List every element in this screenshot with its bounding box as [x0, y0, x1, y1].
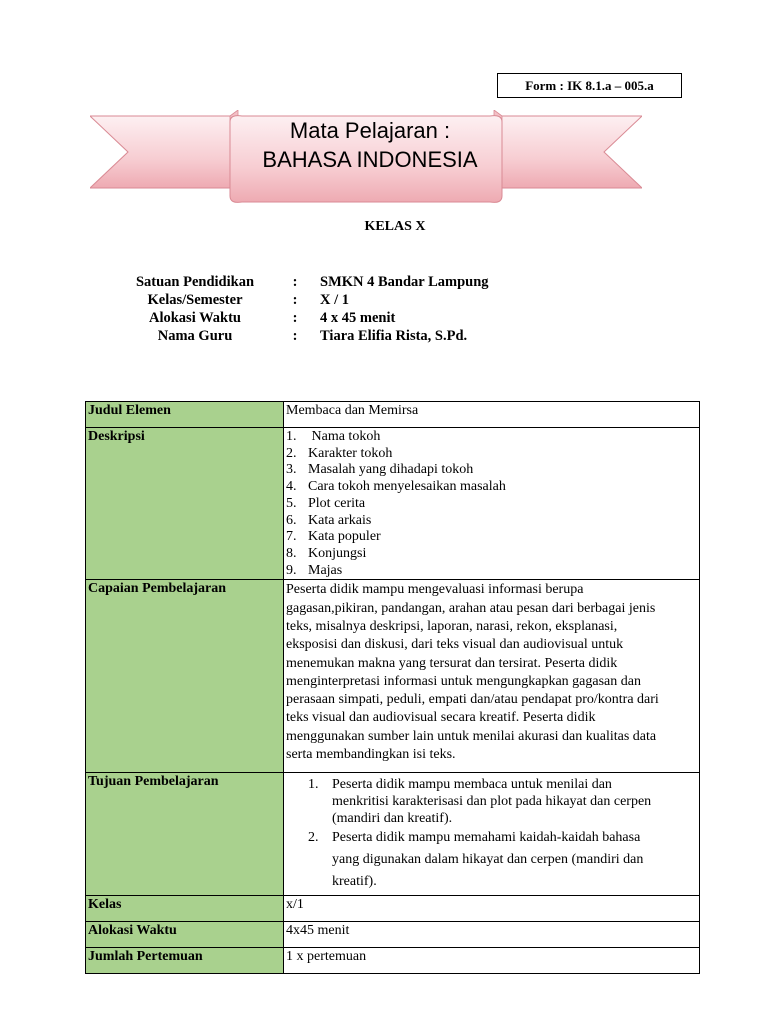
list-item: 3. Masalah yang dihadapi tokoh: [286, 462, 474, 478]
row-judul-elemen: [86, 402, 700, 428]
capaian-line: eksposisi dan diskusi, dari teks visual dan audiovisual untuk: [286, 637, 624, 653]
info-label: Nama Guru: [157, 328, 233, 344]
row-tujuan: [86, 773, 700, 896]
info-row: [120, 273, 489, 291]
list-item: 1. Peserta didik mampu membaca untuk menilai dan menkritisi karakterisasi dan plot pada hikayat dan cerpen (mandiri dan kreatif).: [308, 777, 652, 827]
capaian-line: teks visual dan audiovisual secara kreatif. Peserta didik: [286, 710, 596, 726]
jumlah-value: 1 x pertemuan: [284, 948, 700, 974]
info-separator: :: [292, 274, 298, 290]
banner-title-line2: BAHASA INDONESIA: [262, 147, 478, 172]
info-label: Satuan Pendidikan: [135, 274, 255, 290]
info-separator: :: [292, 292, 298, 308]
capaian-value: [284, 580, 700, 773]
kelas-value: x/1: [284, 896, 700, 922]
info-value: 4 x 45 menit: [320, 310, 396, 326]
info-row: [120, 327, 489, 345]
info-label: Kelas/Semester: [147, 292, 243, 308]
list-item: 6. Kata arkais: [286, 512, 372, 528]
list-item: 1. Nama tokoh: [286, 429, 381, 444]
capaian-line: serta membandingkan isi teks.: [286, 747, 456, 762]
capaian-line: gagasan,pikiran, pandangan, arahan atau pesan dari berbagai jenis: [286, 600, 656, 616]
tujuan-list: [286, 774, 697, 895]
capaian-line: menginterpretasi informasi untuk mengungkapkan gagasan dan: [286, 673, 641, 689]
info-row: [120, 309, 489, 327]
tujuan-label: Tujuan Pembelajaran: [86, 773, 284, 896]
capaian-line: menggunakan sumber lain untuk menilai akurasi dan kualitas data: [286, 728, 657, 744]
deskripsi-value: [284, 428, 700, 580]
list-item: 9. Majas: [286, 562, 343, 578]
capaian-line: teks, misalnya deskripsi, laporan, narasi, rekon, eksplanasi,: [286, 618, 618, 634]
info-value: X / 1: [320, 292, 349, 308]
row-deskripsi: [86, 428, 700, 580]
capaian-label: Capaian Pembelajaran: [86, 580, 284, 773]
info-value: Tiara Elifia Rista, S.Pd.: [320, 328, 468, 344]
jumlah-label: Jumlah Pertemuan: [86, 948, 284, 974]
alokasi-label: Alokasi Waktu: [86, 922, 284, 948]
info-value: SMKN 4 Bandar Lampung: [320, 274, 489, 290]
list-item: 8. Konjungsi: [286, 545, 367, 561]
kelas-label: Kelas: [86, 896, 284, 922]
banner-title-line1: Mata Pelajaran :: [289, 118, 451, 143]
list-item: 7. Kata populer: [286, 529, 381, 545]
capaian-line: Peserta didik mampu mengevaluasi informasi berupa: [286, 582, 584, 598]
deskripsi-label: Deskripsi: [86, 428, 284, 580]
info-separator: :: [292, 310, 298, 326]
alokasi-value: 4x45 menit: [284, 922, 700, 948]
row-jumlah: [86, 948, 700, 974]
info-row: [120, 291, 489, 309]
info-separator: :: [292, 328, 298, 344]
list-item: 4. Cara tokoh menyelesaikan masalah: [286, 479, 506, 495]
school-info-block: [120, 273, 489, 345]
deskripsi-list: [286, 429, 697, 579]
list-item: 5. Plot cerita: [286, 495, 366, 511]
learning-table: [85, 401, 700, 974]
form-code-box: Form : IK 8.1.a – 005.a: [497, 73, 682, 98]
row-alokasi: [86, 922, 700, 948]
tujuan-value: [284, 773, 700, 896]
list-item: 2. Peserta didik mampu memahami kaidah-kaidah bahasa yang digunakan dalam hikayat dan cerpen (mandiri dan kreatif).: [308, 830, 644, 890]
row-kelas: [86, 896, 700, 922]
list-item: 2. Karakter tokoh: [286, 445, 393, 461]
judul-elemen-value: Membaca dan Memirsa: [284, 402, 700, 428]
capaian-line: menemukan makna yang tersurat dan tersirat. Peserta didik: [286, 655, 618, 671]
class-heading: KELAS X: [364, 219, 426, 234]
judul-elemen-label: Judul Elemen: [86, 402, 284, 428]
banner-title: [230, 116, 510, 174]
row-capaian: [86, 580, 700, 773]
capaian-line: perasaan simpati, peduli, empati dan/atau pendapat pro/kontra dari: [286, 692, 659, 708]
info-label: Alokasi Waktu: [148, 310, 241, 326]
